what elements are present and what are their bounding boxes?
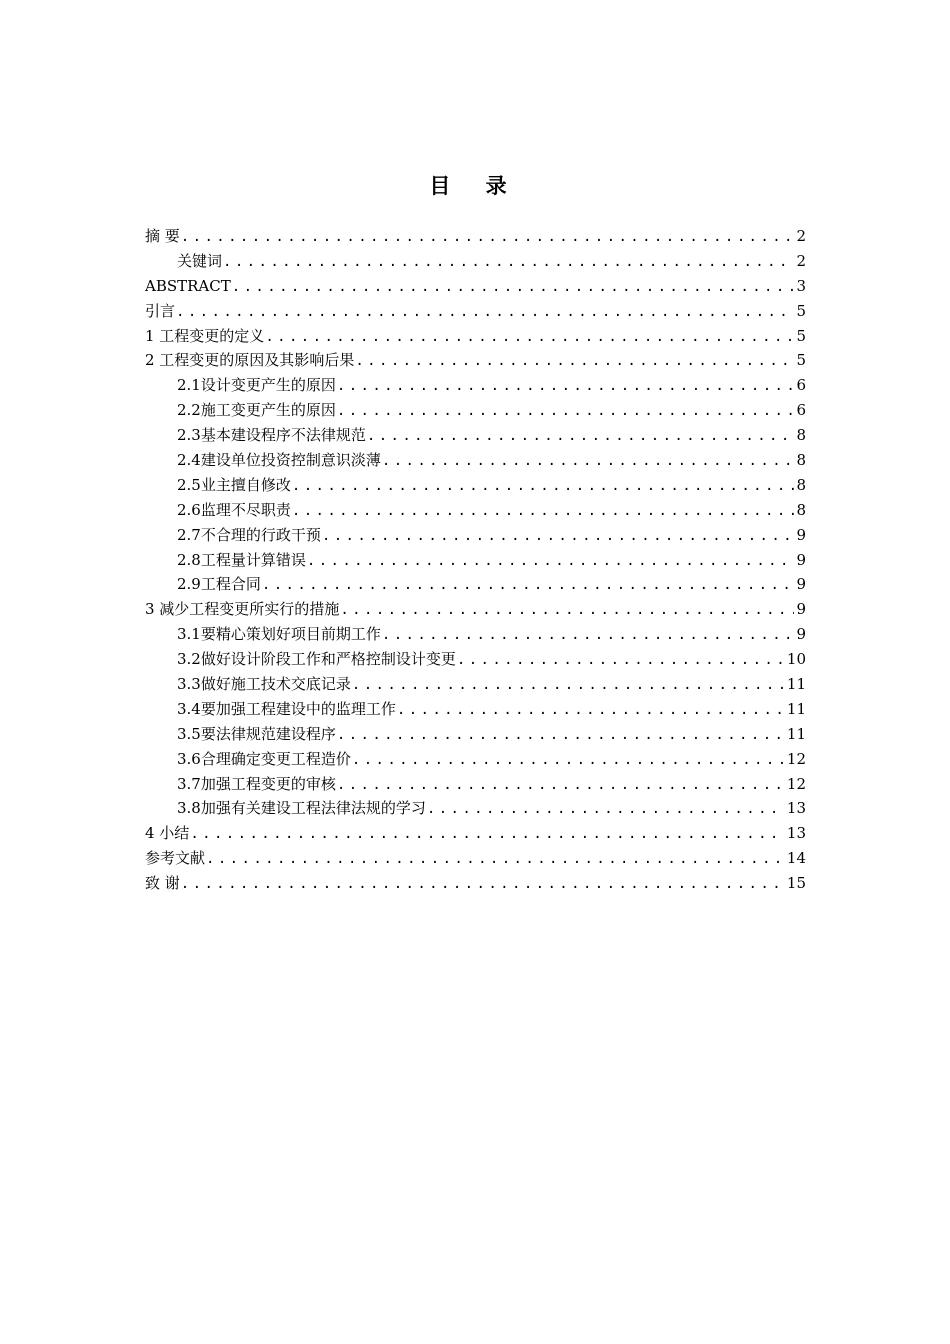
toc-entry[interactable] (145, 398, 806, 423)
toc-entry[interactable] (145, 821, 806, 846)
toc-entry[interactable] (145, 348, 806, 373)
toc-entry-page-number: 3 (796, 276, 806, 295)
toc-entry-page-number: 12 (786, 774, 806, 793)
toc-entry-page-number: 13 (786, 799, 806, 818)
toc-entry-page-number: 6 (796, 376, 806, 395)
toc-dot-leader (190, 822, 785, 847)
toc-dot-leader (292, 499, 795, 524)
toc-entry[interactable] (145, 373, 806, 398)
toc-entry-page-number: 8 (796, 475, 806, 494)
toc-entry-page-number: 9 (796, 600, 806, 619)
toc-dot-leader (367, 424, 795, 449)
toc-entry-label: 摘 要 (145, 227, 180, 245)
toc-entry-page-number: 10 (786, 650, 806, 669)
toc-entry-page-number: 15 (786, 874, 806, 893)
toc-dot-leader (352, 673, 785, 698)
toc-dot-leader (340, 598, 794, 623)
toc-entry[interactable] (145, 299, 806, 324)
toc-entry-label: 2 工程变更的原因及其影响后果 (145, 351, 355, 370)
toc-entry-label: 3.2做好设计阶段工作和严格控制设计变更 (177, 650, 456, 669)
toc-entry-label: 2.4建设单位投资控制意识淡薄 (177, 451, 381, 470)
toc-entry-label: 引言 (145, 301, 176, 320)
toc-title: 目 录 (429, 174, 521, 198)
toc-dot-leader (337, 374, 795, 399)
toc-entry-label: 2.6监理不尽职责 (177, 500, 291, 519)
toc-dot-leader (337, 723, 785, 748)
toc-entry[interactable] (145, 647, 806, 672)
toc-entry-page-number: 14 (786, 849, 806, 868)
toc-entry[interactable] (145, 473, 806, 498)
toc-entry-label: 2.3基本建设程序不法律规范 (177, 426, 366, 445)
toc-entry-page-number: 5 (796, 326, 806, 345)
toc-entry-label: 2.7不合理的行政干预 (177, 525, 321, 544)
toc-dot-leader (232, 275, 795, 300)
toc-entry-page-number: 13 (786, 824, 806, 843)
toc-entry-label: 2.2施工变更产生的原因 (177, 401, 336, 420)
toc-entry[interactable] (145, 871, 806, 896)
toc-entry-page-number: 6 (796, 401, 806, 420)
toc-entry-label: ABSTRACT (145, 276, 231, 295)
toc-entry[interactable] (145, 772, 806, 797)
toc-dot-leader (382, 623, 795, 648)
toc-dot-leader (181, 225, 795, 250)
toc-dot-leader (322, 524, 795, 549)
toc-dot-leader (176, 300, 794, 325)
toc-dot-leader (262, 573, 795, 598)
toc-entry-label: 3.1要精心策划好项目前期工作 (177, 625, 381, 644)
toc-dot-leader (181, 872, 785, 897)
toc-dot-leader (355, 349, 794, 374)
toc-entry[interactable] (145, 523, 806, 548)
toc-entry[interactable] (145, 697, 806, 722)
toc-dot-leader (337, 773, 785, 798)
toc-entry-label: 2.8工程量计算错误 (177, 550, 306, 569)
toc-entry[interactable] (145, 622, 806, 647)
toc-entry-label: 3.4要加强工程建设中的监理工作 (177, 699, 396, 718)
toc-entry[interactable] (145, 597, 806, 622)
toc-entry-page-number: 11 (786, 675, 806, 694)
toc-entry-label: 3.6合理确定变更工程造价 (177, 749, 351, 768)
toc-entry-page-number: 2 (796, 227, 806, 245)
toc-entry[interactable] (145, 672, 806, 697)
toc-entry-page-number: 5 (796, 301, 806, 320)
table-of-contents (145, 224, 806, 896)
toc-entry[interactable] (145, 274, 806, 299)
toc-entry[interactable] (145, 423, 806, 448)
toc-entry-page-number: 9 (796, 575, 806, 594)
toc-entry-page-number: 11 (786, 699, 806, 718)
toc-entry[interactable] (145, 224, 806, 249)
toc-entry-label: 3.8加强有关建设工程法律法规的学习 (177, 799, 426, 818)
toc-entry-label: 4 小结 (145, 824, 190, 843)
toc-dot-leader (427, 797, 785, 822)
toc-entry-page-number: 2 (796, 251, 806, 270)
toc-entry-label: 3 减少工程变更所实行的措施 (145, 600, 340, 619)
toc-dot-leader (223, 250, 794, 275)
toc-dot-leader (292, 474, 795, 499)
toc-entry-label: 参考文献 (145, 849, 206, 868)
toc-dot-leader (307, 549, 795, 574)
toc-entry[interactable] (145, 846, 806, 871)
toc-entry-page-number: 12 (786, 749, 806, 768)
toc-entry-label: 3.5要法律规范建设程序 (177, 724, 336, 743)
toc-entry-label: 3.3做好施工技术交底记录 (177, 675, 351, 694)
toc-entry-page-number: 11 (786, 724, 806, 743)
toc-dot-leader (352, 748, 785, 773)
toc-entry-label: 2.1设计变更产生的原因 (177, 376, 336, 395)
toc-dot-leader (337, 399, 795, 424)
toc-entry-page-number: 5 (796, 351, 806, 370)
toc-entry[interactable] (145, 722, 806, 747)
toc-entry[interactable] (145, 572, 806, 597)
toc-entry-label: 2.5业主擅自修改 (177, 475, 291, 494)
toc-dot-leader (457, 648, 785, 673)
toc-entry-page-number: 8 (796, 426, 806, 445)
toc-dot-leader (382, 449, 795, 474)
toc-entry-label: 1 工程变更的定义 (145, 326, 265, 345)
toc-entry-label: 致 谢 (145, 874, 180, 893)
toc-entry[interactable] (145, 249, 806, 274)
toc-entry-page-number: 9 (796, 625, 806, 644)
toc-entry-label: 3.7加强工程变更的审核 (177, 774, 336, 793)
toc-entry[interactable] (145, 796, 806, 821)
toc-entry-page-number: 8 (796, 500, 806, 519)
toc-dot-leader (397, 698, 785, 723)
toc-entry-label: 2.9工程合同 (177, 575, 261, 594)
toc-entry-page-number: 9 (796, 525, 806, 544)
toc-entry[interactable] (145, 548, 806, 573)
toc-entry[interactable] (145, 448, 806, 473)
toc-entry[interactable] (145, 498, 806, 523)
toc-entry[interactable] (145, 324, 806, 349)
toc-entry-page-number: 8 (796, 451, 806, 470)
toc-entry-page-number: 9 (796, 550, 806, 569)
toc-entry[interactable] (145, 747, 806, 772)
toc-dot-leader (265, 325, 794, 350)
toc-dot-leader (206, 847, 785, 872)
toc-entry-label: 关键词 (177, 251, 223, 270)
